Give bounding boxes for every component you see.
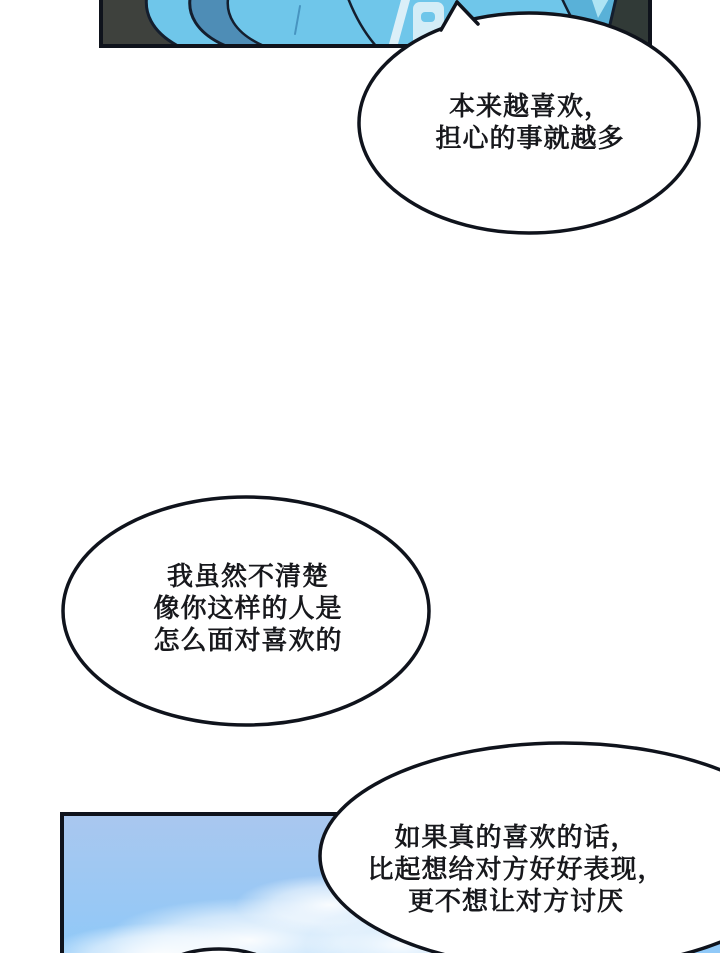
speech-bubble-2-text <box>153 561 342 657</box>
bubble-text-line: 比起想给对方好好表现， <box>367 855 665 885</box>
bubble-text-line: 本来越喜欢， <box>448 92 612 122</box>
bubble-text-line: 更不想让对方讨厌 <box>407 887 625 917</box>
speech-bubble-1-text <box>435 91 624 155</box>
bubble-text-line: 我虽然不清楚 <box>166 562 330 592</box>
bubble-text-line: 怎么面对喜欢的 <box>153 626 343 656</box>
bubble-text-line: 担心的事就越多 <box>435 124 625 154</box>
bubble-text-line: 如果真的喜欢的话， <box>394 823 638 853</box>
speech-bubble-3-text <box>367 822 664 918</box>
bubble-text-line: 像你这样的人是 <box>153 594 343 624</box>
